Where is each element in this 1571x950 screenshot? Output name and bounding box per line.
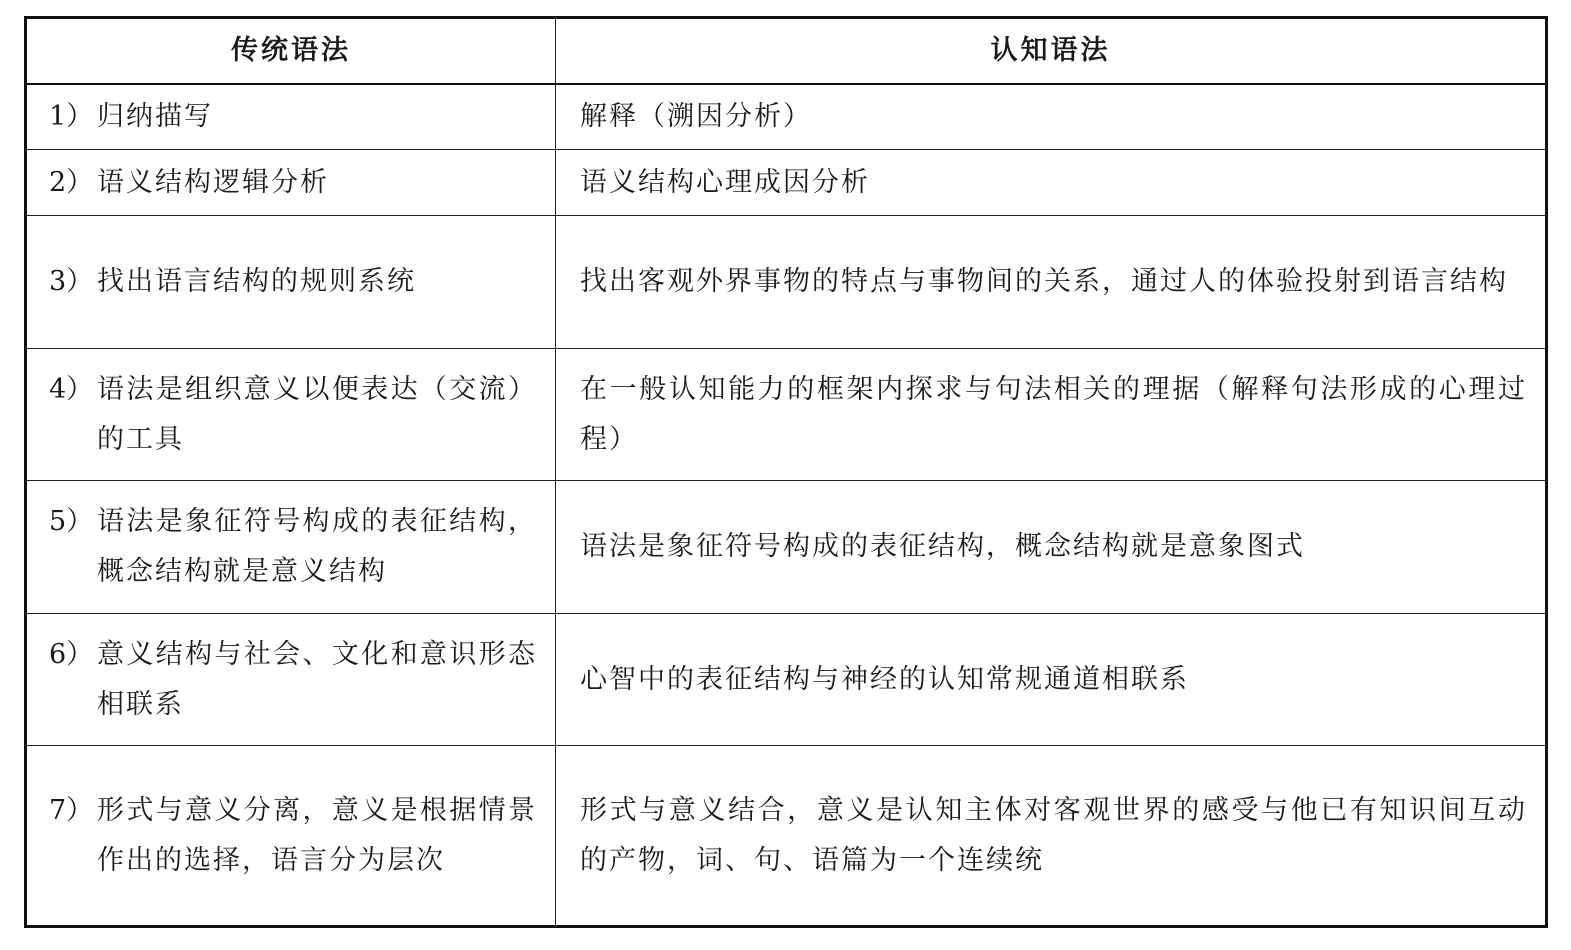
- table-row: [26, 746, 1547, 927]
- row-number: 3）: [49, 266, 94, 297]
- table-row: [26, 349, 1547, 481]
- row-number: 5）: [49, 506, 94, 537]
- header-cognitive-grammar: 认知语法: [556, 18, 1547, 84]
- cognitive-cell: [556, 614, 1547, 746]
- traditional-cell: [26, 481, 556, 614]
- cognitive-text: 找出客观外界事物的特点与事物间的关系，通过人的体验投射到语言结构: [580, 266, 1508, 297]
- cognitive-cell: [556, 746, 1547, 927]
- traditional-text: 归纳描写: [97, 100, 213, 132]
- row-number: 1）: [49, 100, 94, 132]
- cognitive-cell: [556, 349, 1547, 481]
- traditional-text: 形式与意义分离，意义是根据情景作出的选择，语言分为层次: [97, 794, 537, 876]
- cognitive-text: 在一般认知能力的框架内探求与句法相关的理据（解释句法形成的心理过程）: [580, 373, 1527, 455]
- table-row: [26, 84, 1547, 150]
- traditional-cell: [26, 216, 556, 349]
- comparison-table: [24, 16, 1548, 928]
- table-row: [26, 216, 1547, 349]
- cognitive-text: 心智中的表征结构与神经的认知常规通道相联系: [580, 663, 1189, 695]
- row-number: 7）: [49, 794, 94, 826]
- cognitive-text: 解释（溯因分析）: [580, 100, 812, 132]
- cognitive-text: 语法是象征符号构成的表征结构，概念结构就是意象图式: [580, 531, 1305, 562]
- traditional-cell: [26, 349, 556, 481]
- traditional-text: 意义结构与社会、文化和意识形态相联系: [97, 638, 537, 720]
- header-row: [26, 18, 1547, 84]
- cognitive-cell: [556, 150, 1547, 216]
- traditional-text: 找出语言结构的规则系统: [97, 266, 416, 297]
- table-row: [26, 614, 1547, 746]
- row-number: 6）: [49, 638, 94, 670]
- table-row: [26, 481, 1547, 614]
- header-traditional-grammar: 传统语法: [26, 18, 556, 84]
- row-number: 4）: [49, 373, 94, 405]
- row-number: 2）: [49, 166, 94, 198]
- cognitive-text: 形式与意义结合，意义是认知主体对客观世界的感受与他已有知识间互动的产物，词、句、语篇为一个连续统: [580, 794, 1527, 876]
- traditional-cell: [26, 614, 556, 746]
- cognitive-cell: [556, 216, 1547, 349]
- cognitive-cell: [556, 84, 1547, 150]
- cognitive-text: 语义结构心理成因分析: [580, 166, 870, 198]
- traditional-cell: [26, 150, 556, 216]
- traditional-cell: [26, 746, 556, 927]
- cognitive-cell: [556, 481, 1547, 614]
- table-row: [26, 150, 1547, 216]
- traditional-cell: [26, 84, 556, 150]
- traditional-text: 语义结构逻辑分析: [97, 166, 329, 198]
- traditional-text: 语法是组织意义以便表达（交流）的工具: [97, 373, 537, 455]
- traditional-text: 语法是象征符号构成的表征结构，概念结构就是意义结构: [97, 506, 537, 587]
